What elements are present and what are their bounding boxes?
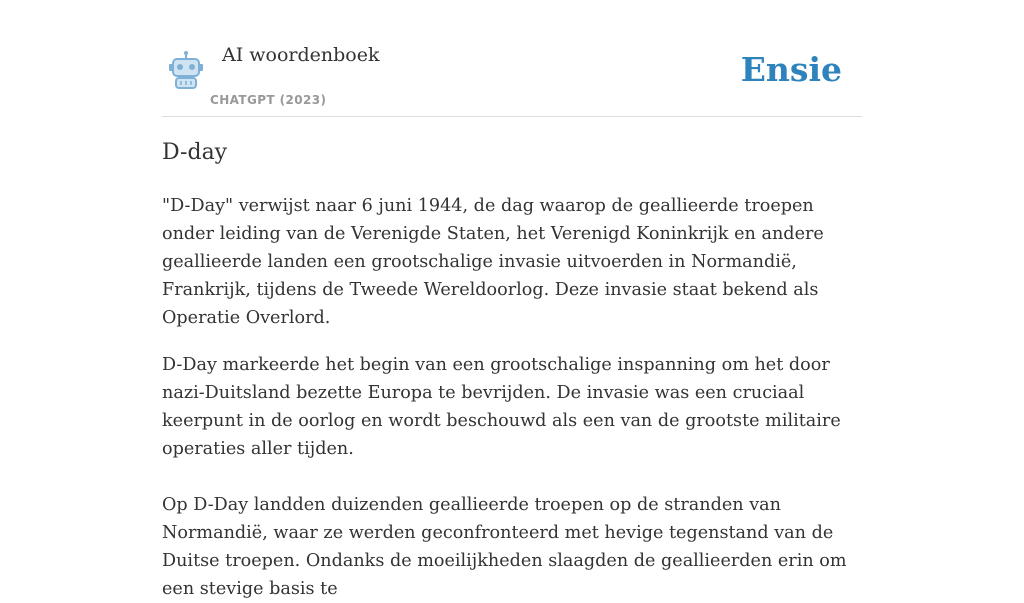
entry-header: [162, 0, 862, 117]
source-subtitle: CHATGPT (2023): [210, 93, 327, 107]
source-title[interactable]: AI woordenboek: [222, 44, 380, 66]
robot-icon: [166, 50, 206, 90]
entry-content: [162, 192, 862, 603]
paragraph: Op D-Day landden duizenden geallieerde troepen op de stranden van Normandië, waar ze werden geconfronteerd met hevige tegenstand van de Duitse troepen. Ondanks de moeilijkheden slaagden de geallieerden erin om een stevige basis te: [162, 495, 847, 599]
paragraph: "D-Day" verwijst naar 6 juni 1944, de dag waarop de geallieerde troepen onder leiding van de Verenigde Staten, het Verenigd Koninkrijk en andere geallieerde landen een grootschalige invasie uitvoerden in Normandië, Frankrijk, tijdens de Tweede Wereldoorlog. Deze invasie staat bekend als Operatie Overlord.: [162, 196, 824, 328]
entry-title: D-day: [162, 140, 228, 165]
brand-logo[interactable]: Ensie: [740, 50, 842, 89]
paragraph: D-Day markeerde het begin van een grootschalige inspanning om het door nazi-Duitsland bezette Europa te bevrijden. De invasie was een cruciaal keerpunt in de oorlog en wordt beschouwd als een van de grootste militaire operaties aller tijden.: [162, 355, 841, 459]
entry-container: [162, 0, 862, 599]
